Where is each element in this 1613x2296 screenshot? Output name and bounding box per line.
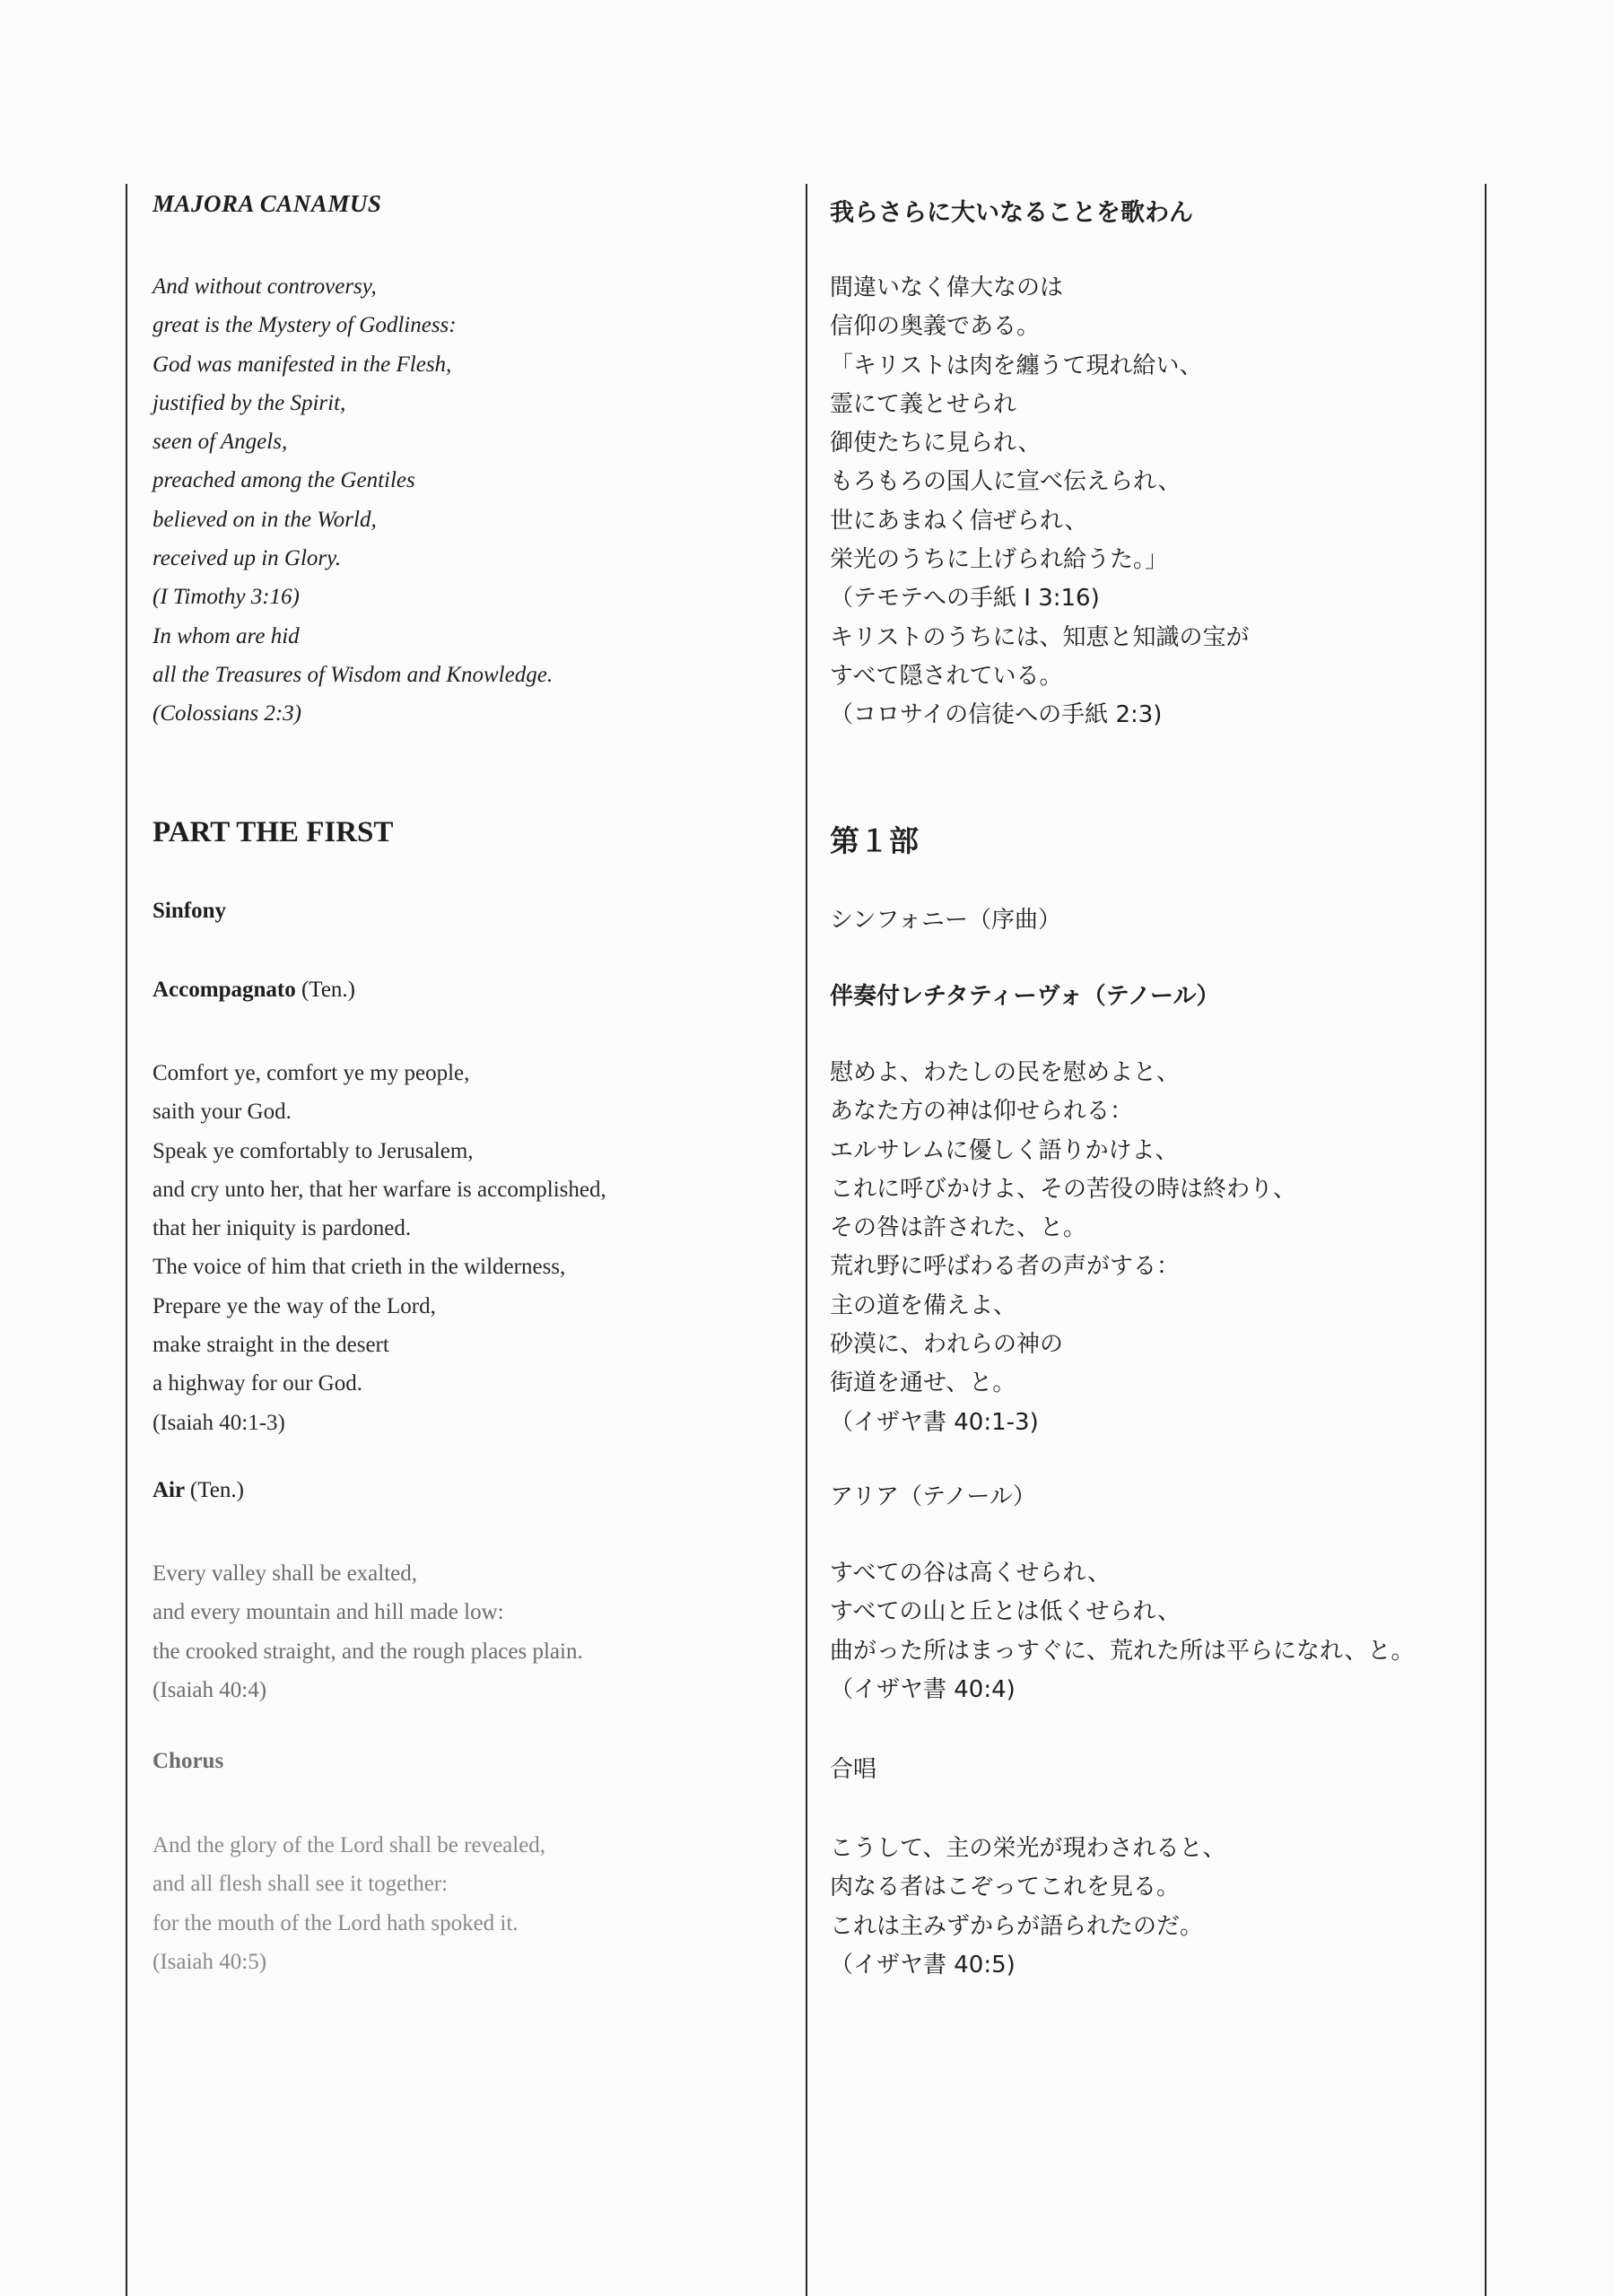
verse-line: すべての山と丘とは低くせられ、 — [830, 1598, 1181, 1626]
verse-line: and all flesh shall see it together: — [153, 1872, 449, 1897]
japanese-title: 我らさらに大いなることを歌わん — [830, 199, 1193, 227]
verse-line: (Isaiah 40:5) — [153, 1949, 267, 1974]
verse-line: Prepare ye the way of the Lord, — [153, 1293, 436, 1318]
verse-line: 曲がった所はまっすぐに、荒れた所は平らになれ、と。 — [830, 1637, 1415, 1665]
verse-line: and every mountain and hill made low: — [153, 1600, 504, 1625]
japanese-sinfony-heading: シンフォニー（序曲） — [830, 907, 1062, 934]
right-margin-rule — [1485, 184, 1487, 2296]
verse-line: （イザヤ書 40:5) — [830, 1951, 1016, 1979]
epigraph-line: すべて隠されている。 — [830, 662, 1063, 690]
epigraph-line: great is the Mystery of Godliness: — [153, 313, 457, 338]
verse-line: これに呼びかけよ、その苦役の時は終わり、 — [830, 1175, 1297, 1203]
verse-line: これは主みずからが語られたのだ。 — [830, 1912, 1204, 1940]
movement-label: Accompagnato — [153, 978, 296, 1002]
verse-line: すべての谷は高くせられ、 — [830, 1560, 1112, 1587]
epigraph-line: （コロサイの信徒への手紙 2:3) — [830, 701, 1163, 729]
verse-line: 砂漠に、われらの神の — [830, 1331, 1064, 1359]
verse-line: 荒れ野に呼ばわる者の声がする： — [830, 1253, 1181, 1281]
english-valley-text — [153, 1554, 583, 1709]
verse-line: （イザヤ書 40:4) — [830, 1675, 1016, 1703]
verse-line: the crooked straight, and the rough places plain. — [153, 1639, 583, 1664]
verse-line: 肉なる者はこぞってこれを見る。 — [830, 1874, 1181, 1901]
japanese-valley-text — [830, 1554, 1415, 1709]
verse-line: (Isaiah 40:1-3) — [153, 1410, 285, 1435]
epigraph-line: 霊にて義とせられ — [830, 390, 1017, 418]
epigraph-line: God was manifested in the Flesh, — [153, 352, 452, 377]
epigraph-line: 御使たちに見られ、 — [830, 430, 1042, 457]
verse-line: Comfort ye, comfort ye my people, — [153, 1061, 470, 1085]
epigraph-line: preached among the Gentiles — [153, 468, 415, 493]
verse-line: (Isaiah 40:4) — [153, 1677, 267, 1702]
epigraph-line: （テモテへの手紙 I 3:16) — [830, 585, 1100, 613]
left-margin-rule — [126, 184, 127, 2296]
epigraph-line: (Colossians 2:3) — [153, 701, 301, 726]
epigraph-line: received up in Glory. — [153, 546, 342, 571]
japanese-part-title: 第１部 — [830, 823, 919, 858]
verse-line: 主の道を備えよ、 — [830, 1292, 1017, 1319]
english-title: MAJORA CANAMUS — [153, 190, 382, 217]
english-accompagnato-heading — [153, 978, 355, 1003]
center-column-rule — [806, 184, 807, 2296]
verse-line: こうして、主の栄光が現わされると、 — [830, 1835, 1226, 1862]
english-epigraph — [153, 267, 553, 734]
epigraph-line: And without controversy, — [153, 274, 377, 299]
verse-line: and cry unto her, that her warfare is accomplished, — [153, 1177, 606, 1202]
verse-line: And the glory of the Lord shall be revealed, — [153, 1833, 546, 1857]
epigraph-line: 「キリストは肉を纏うて現れ給い、 — [830, 352, 1203, 379]
english-glory-text — [153, 1826, 545, 1981]
voice-label: (Ten.) — [301, 978, 355, 1002]
epigraph-line: believed on in the World, — [153, 507, 377, 532]
japanese-air-heading: アリア（テノール） — [830, 1483, 1036, 1510]
verse-line: その咎は許された、と。 — [830, 1214, 1087, 1242]
epigraph-line: もろもろの国人に宣べ伝えられ、 — [830, 468, 1181, 496]
epigraph-line: キリストのうちには、知恵と知識の宝が — [830, 623, 1250, 651]
verse-line: make straight in the desert — [153, 1333, 389, 1358]
verse-line: for the mouth of the Lord hath spoked it. — [153, 1910, 519, 1935]
verse-line: that her iniquity is pardoned. — [153, 1216, 412, 1241]
epigraph-line: 間違いなく偉大なのは — [830, 274, 1064, 301]
english-comfort-text — [153, 1054, 606, 1442]
english-part-title: PART THE FIRST — [153, 816, 394, 848]
japanese-accompagnato-heading: 伴奏付レチタティーヴォ（テノール） — [830, 983, 1220, 1010]
epigraph-line: 世にあまねく信ぜられ、 — [830, 507, 1088, 535]
english-chorus-heading: Chorus — [153, 1749, 224, 1773]
japanese-chorus-heading: 合唱 — [830, 1756, 877, 1783]
voice-label: (Ten.) — [189, 1478, 244, 1502]
verse-line: Speak ye comfortably to Jerusalem, — [153, 1138, 474, 1163]
epigraph-line: 栄光のうちに上げられ給うた。」 — [830, 546, 1169, 574]
verse-line: Every valley shall be exalted, — [153, 1561, 418, 1586]
verse-line: あなた方の神は仰せられる： — [830, 1098, 1134, 1126]
japanese-epigraph — [830, 269, 1249, 735]
verse-line: 街道を通せ、と。 — [830, 1370, 1016, 1397]
verse-line: saith your God. — [153, 1100, 292, 1125]
english-air-heading — [153, 1478, 244, 1503]
epigraph-line: justified by the Spirit, — [153, 390, 346, 415]
english-sinfony-heading: Sinfony — [153, 899, 226, 923]
japanese-comfort-text — [830, 1054, 1296, 1442]
movement-label: Air — [153, 1478, 185, 1502]
epigraph-line: all the Treasures of Wisdom and Knowledge. — [153, 662, 554, 687]
verse-line: エルサレムに優しく語りかけよ、 — [830, 1136, 1179, 1164]
epigraph-line: In whom are hid — [153, 623, 300, 648]
verse-line: （イザヤ書 40:1-3) — [830, 1408, 1039, 1436]
japanese-glory-text — [830, 1830, 1225, 1985]
verse-line: 慰めよ、わたしの民を慰めよと、 — [830, 1059, 1181, 1086]
epigraph-line: 信仰の奥義である。 — [830, 313, 1041, 341]
epigraph-line: (I Timothy 3:16) — [153, 585, 300, 610]
epigraph-line: seen of Angels, — [153, 430, 288, 455]
verse-line: The voice of him that crieth in the wilderness, — [153, 1255, 566, 1280]
verse-line: a highway for our God. — [153, 1371, 362, 1396]
